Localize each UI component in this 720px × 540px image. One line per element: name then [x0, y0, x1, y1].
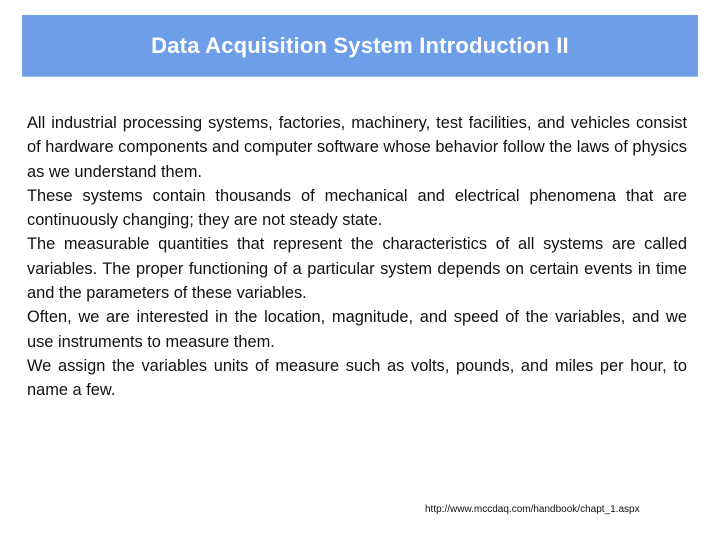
- title-bar: [22, 15, 698, 76]
- body-paragraph-5: We assign the variables units of measure such as volts, pounds, and miles per hour, to name a few.: [27, 356, 687, 400]
- slide-title: Data Acquisition System Introduction II: [151, 32, 569, 58]
- body-paragraph-4: Often, we are interested in the location, magnitude, and speed of the variables, and we use instruments to measure them.: [27, 308, 687, 351]
- body-paragraph-3: The measurable quantities that represent the characteristics of all systems are called variables. The proper functioning of a particular system depends on certain events in time and the parameters of these variables.: [27, 235, 687, 303]
- body-paragraph-1: All industrial processing systems, factories, machinery, test facilities, and vehicles consist of hardware components and computer software whose behavior follow the laws of physics as we understand them.: [27, 114, 687, 181]
- source-link[interactable]: http://www.mccdaq.com/handbook/chapt_1.aspx: [425, 504, 640, 515]
- title-divider: [22, 76, 698, 77]
- body-paragraph-2: These systems contain thousands of mechanical and electrical phenomena that are continuously changing; they are not steady state.: [27, 186, 687, 230]
- slide-body: [27, 111, 687, 403]
